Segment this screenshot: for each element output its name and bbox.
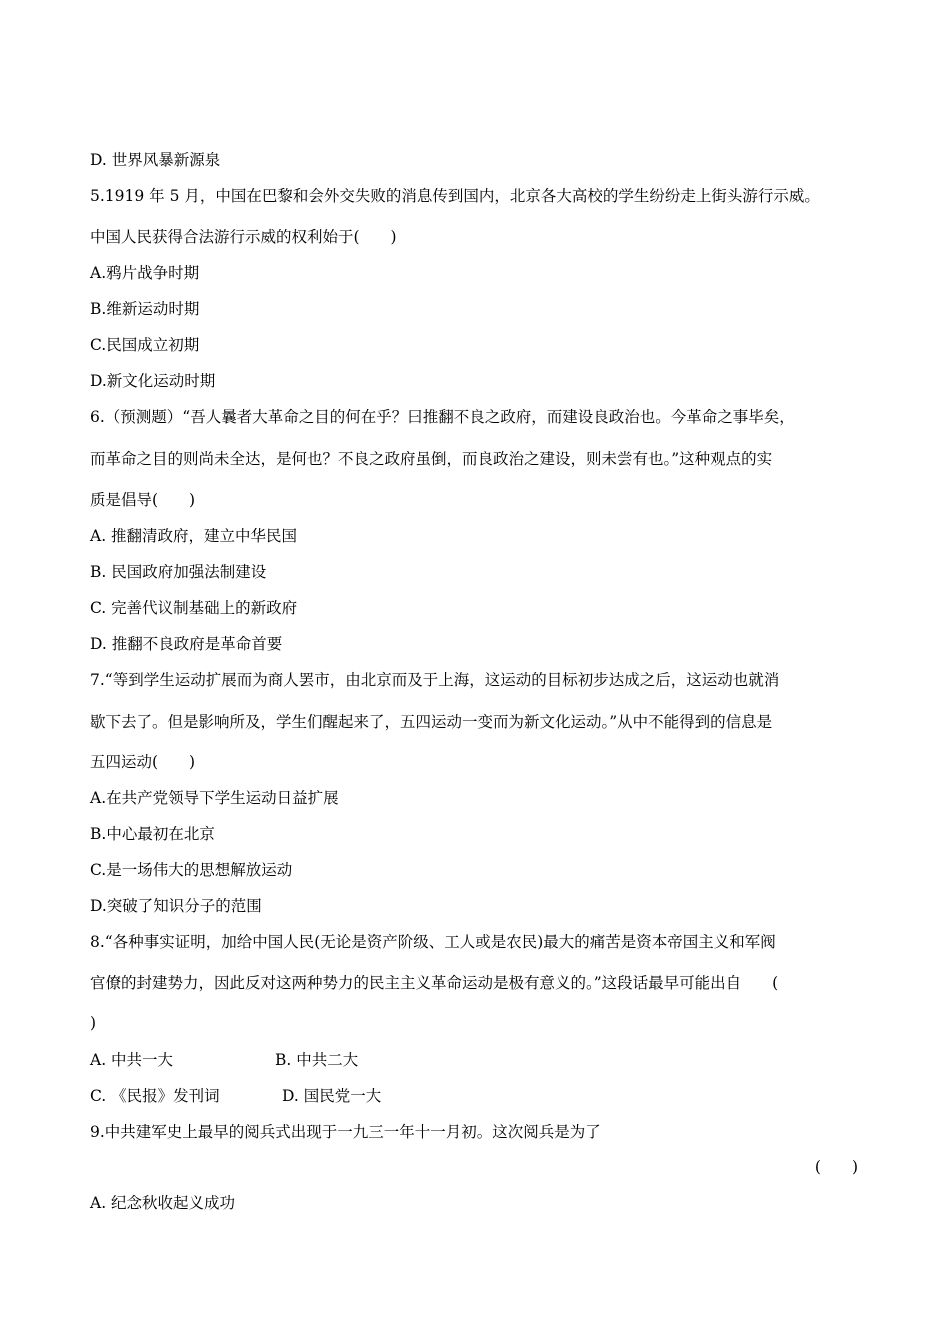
- q6-option-b: B. 民国政府加强法制建设: [90, 563, 267, 581]
- q9-option-a: A. 纪念秋收起义成功: [90, 1194, 236, 1212]
- q5-option-d: D.新文化运动时期: [90, 372, 216, 390]
- q9-answer-brackets: ( ): [814, 1158, 858, 1176]
- q5-option-a: A.鸦片战争时期: [90, 264, 200, 282]
- q4-option-d: D. 世界风暴新源泉: [90, 151, 221, 169]
- q7-option-d: D.突破了知识分子的范围: [90, 897, 262, 915]
- q5-stem-line-2: 中国人民获得合法游行示威的权利始于( ): [90, 228, 397, 246]
- q8-stem-line-2: 官僚的封建势力，因此反对这两种势力的民主主义革命运动是极有意义的。”这段话最早可能出自 (: [90, 974, 779, 992]
- q8-option-b: B. 中共二大: [275, 1051, 359, 1069]
- q7-stem-line-3: 五四运动( ): [90, 753, 196, 771]
- q5-option-c: C.民国成立初期: [90, 336, 200, 354]
- q8-option-d: D. 国民党一大: [282, 1087, 382, 1105]
- q5-stem-line-1: 5.1919 年 5 月，中国在巴黎和会外交失败的消息传到国内，北京各大高校的学生纷纷走上街头游行示威。: [90, 187, 820, 205]
- q7-stem-line-1: 7.“等到学生运动扩展而为商人罢市，由北京而及于上海，这运动的目标初步达成之后，这运动也就消: [90, 671, 780, 689]
- q6-stem-line-1: 6.（预测题）“吾人曩者大革命之目的何在乎？曰推翻不良之政府，而建设良政治也。今革命之事毕矣，: [90, 408, 795, 426]
- q8-option-c: C. 《民报》发刊词: [90, 1087, 220, 1105]
- q6-option-a: A. 推翻清政府，建立中华民国: [90, 527, 298, 545]
- q6-stem-line-3: 质是倡导( ): [90, 491, 196, 509]
- q9-stem-line-1: 9.中共建军史上最早的阅兵式出现于一九三一年十一月初。这次阅兵是为了: [90, 1123, 601, 1141]
- q7-option-c: C.是一场伟大的思想解放运动: [90, 861, 293, 879]
- q7-stem-line-2: 歇下去了。但是影响所及，学生们醒起来了，五四运动一变而为新文化运动。”从中不能得到的信息是: [90, 713, 773, 731]
- q8-option-a: A. 中共一大: [90, 1051, 174, 1069]
- q5-option-b: B.维新运动时期: [90, 300, 200, 318]
- q8-stem-line-1: 8.“各种事实证明，加给中国人民(无论是资产阶级、工人或是农民)最大的痛苦是资本帝国主义和军阀: [90, 933, 776, 951]
- q6-option-c: C. 完善代议制基础上的新政府: [90, 599, 298, 617]
- q6-option-d: D. 推翻不良政府是革命首要: [90, 635, 283, 653]
- q6-stem-line-2: 而革命之目的则尚未全达，是何也？不良之政府虽倒，而良政治之建设，则未尝有也。”这种观点的实: [90, 450, 773, 468]
- q7-option-b: B.中心最初在北京: [90, 825, 215, 843]
- q7-option-a: A.在共产党领导下学生运动日益扩展: [90, 789, 339, 807]
- q8-stem-line-3: ): [90, 1014, 97, 1032]
